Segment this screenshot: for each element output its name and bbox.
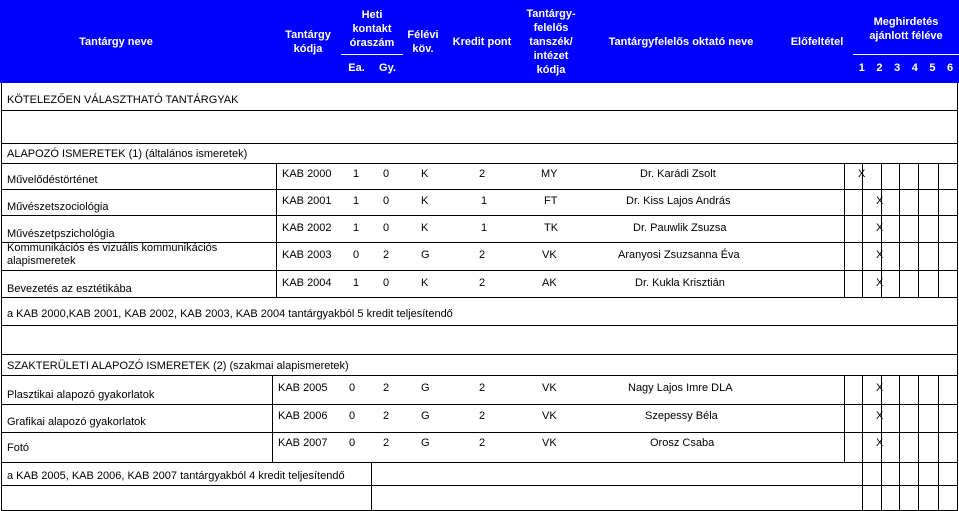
- gy-hours: 2: [383, 410, 390, 422]
- lecturer: Nagy Lajos Imre DLA: [628, 382, 733, 394]
- header-semesters: [853, 58, 959, 78]
- gy-hours: 2: [383, 382, 390, 394]
- semester-mark: X: [876, 249, 884, 261]
- ea-hours: 0: [349, 410, 356, 422]
- semester-mark: X: [876, 410, 884, 422]
- ea-hours: 1: [353, 168, 360, 180]
- semester-mark: X: [876, 437, 884, 449]
- semester-6: 6: [947, 62, 954, 74]
- gy-hours: 0: [383, 195, 390, 207]
- ea-hours: 1: [353, 277, 360, 289]
- block1-credit-note: a KAB 2000,KAB 2001, KAB 2002, KAB 2003, KAB 2004 tantárgyakból 5 kredit teljesítendő: [7, 308, 453, 320]
- semester-2: 2: [876, 62, 883, 74]
- subject-code: KAB 2006: [278, 410, 328, 422]
- lecturer: Szepessy Béla: [645, 410, 718, 422]
- subject-code: KAB 2001: [282, 195, 332, 207]
- subject-name: Művészetszociológia: [7, 201, 109, 213]
- ea-hours: 1: [353, 195, 360, 207]
- header-credit: Kredit pont: [452, 35, 512, 48]
- subject-name: Kommunikációs és vizuális kommunikációs alapismeretek: [7, 242, 218, 267]
- subject-code: KAB 2002: [282, 222, 332, 234]
- lecturer: Dr. Kukla Krisztián: [635, 277, 725, 289]
- subject-code: KAB 2000: [282, 168, 332, 180]
- gy-hours: 0: [383, 277, 390, 289]
- table-header: [0, 0, 959, 83]
- subject-name: Plasztikai alapozó gyakorlatok: [7, 389, 155, 401]
- header-gy: Gy.: [379, 62, 396, 74]
- semester-mark: X: [858, 168, 866, 180]
- credit: 2: [479, 277, 486, 289]
- gy-hours: 2: [383, 249, 390, 261]
- subject-code: KAB 2005: [278, 382, 328, 394]
- gy-hours: 2: [383, 437, 390, 449]
- header-ea: Ea.: [348, 62, 365, 74]
- eval-type: G: [421, 382, 430, 394]
- eval-type: K: [421, 195, 429, 207]
- eval-type: G: [421, 437, 430, 449]
- ea-hours: 0: [349, 382, 356, 394]
- eval-type: K: [421, 168, 429, 180]
- header-prereq: Előfeltétel: [790, 35, 844, 48]
- eval-type: K: [421, 277, 429, 289]
- ea-hours: 0: [353, 249, 360, 261]
- header-weekly-hours: Heti kontakt óraszám: [349, 9, 395, 49]
- subject-name: Grafikai alapozó gyakorlatok: [7, 416, 146, 428]
- subject-name: Bevezetés az esztétikába: [7, 283, 132, 295]
- subject-code: KAB 2004: [282, 277, 332, 289]
- lecturer: Orosz Csaba: [650, 437, 715, 449]
- semester-mark: X: [876, 222, 884, 234]
- dept-code: VK: [542, 410, 557, 422]
- gy-hours: 0: [383, 222, 390, 234]
- header-dept-code: Tantárgy-felelős tanszék/ intézet kódja: [526, 7, 576, 76]
- semester-mark: X: [876, 195, 884, 207]
- subject-code: KAB 2007: [278, 437, 328, 449]
- dept-code: FT: [544, 195, 558, 207]
- dept-code: MY: [541, 168, 558, 180]
- header-announced: Meghirdetés ajánlott féléve: [869, 16, 943, 42]
- credit: 1: [481, 195, 488, 207]
- dept-code: AK: [542, 277, 557, 289]
- credit: 1: [481, 222, 488, 234]
- eval-type: G: [421, 249, 430, 261]
- semester-1: 1: [858, 62, 865, 74]
- eval-type: G: [421, 410, 430, 422]
- header-subject-name: Tantárgy neve: [79, 35, 153, 48]
- header-semester-eval: Félévi köv.: [407, 28, 439, 55]
- credit: 2: [479, 249, 486, 261]
- subject-name: Művészetpszichológia: [7, 228, 115, 240]
- header-subject-code: Tantárgy kódja: [285, 28, 331, 55]
- subject-code: KAB 2003: [282, 249, 332, 261]
- subject-name: Fotó: [7, 442, 30, 454]
- ea-hours: 1: [353, 222, 360, 234]
- eval-type: K: [421, 222, 429, 234]
- lecturer: Dr. Pauwlik Zsuzsa: [633, 222, 727, 234]
- dept-code: TK: [544, 222, 559, 234]
- semester-mark: X: [876, 277, 884, 289]
- block1-title: ALAPOZÓ ISMERETEK (1) (általános ismeretek): [7, 148, 248, 160]
- dept-code: VK: [542, 249, 557, 261]
- header-lecturer: Tantárgyfelelős oktató neve: [608, 35, 754, 48]
- lecturer: Dr. Karádi Zsolt: [640, 168, 716, 180]
- block2-title: SZAKTERÜLETI ALAPOZÓ ISMERETEK (2) (szakmai alapismeretek): [7, 360, 349, 372]
- credit: 2: [479, 382, 486, 394]
- lecturer: Dr. Kiss Lajos András: [626, 195, 731, 207]
- ea-hours: 0: [349, 437, 356, 449]
- credit: 2: [479, 410, 486, 422]
- semester-4: 4: [911, 62, 918, 74]
- semester-3: 3: [894, 62, 901, 74]
- credit: 2: [479, 437, 486, 449]
- dept-code: VK: [542, 382, 557, 394]
- semester-mark: X: [876, 382, 884, 394]
- subject-name: Művelődéstörténet: [7, 174, 98, 186]
- credit: 2: [479, 168, 486, 180]
- gy-hours: 0: [383, 168, 390, 180]
- dept-code: VK: [542, 437, 557, 449]
- lecturer: Aranyosi Zsuzsanna Éva: [618, 249, 740, 261]
- block2-credit-note: a KAB 2005, KAB 2006, KAB 2007 tantárgyakból 4 kredit teljesítendő: [7, 470, 345, 482]
- semester-5: 5: [929, 62, 936, 74]
- section-mandatory-elective: KÖTELEZŐEN VÁLASZTHATÓ TANTÁRGYAK: [7, 94, 239, 106]
